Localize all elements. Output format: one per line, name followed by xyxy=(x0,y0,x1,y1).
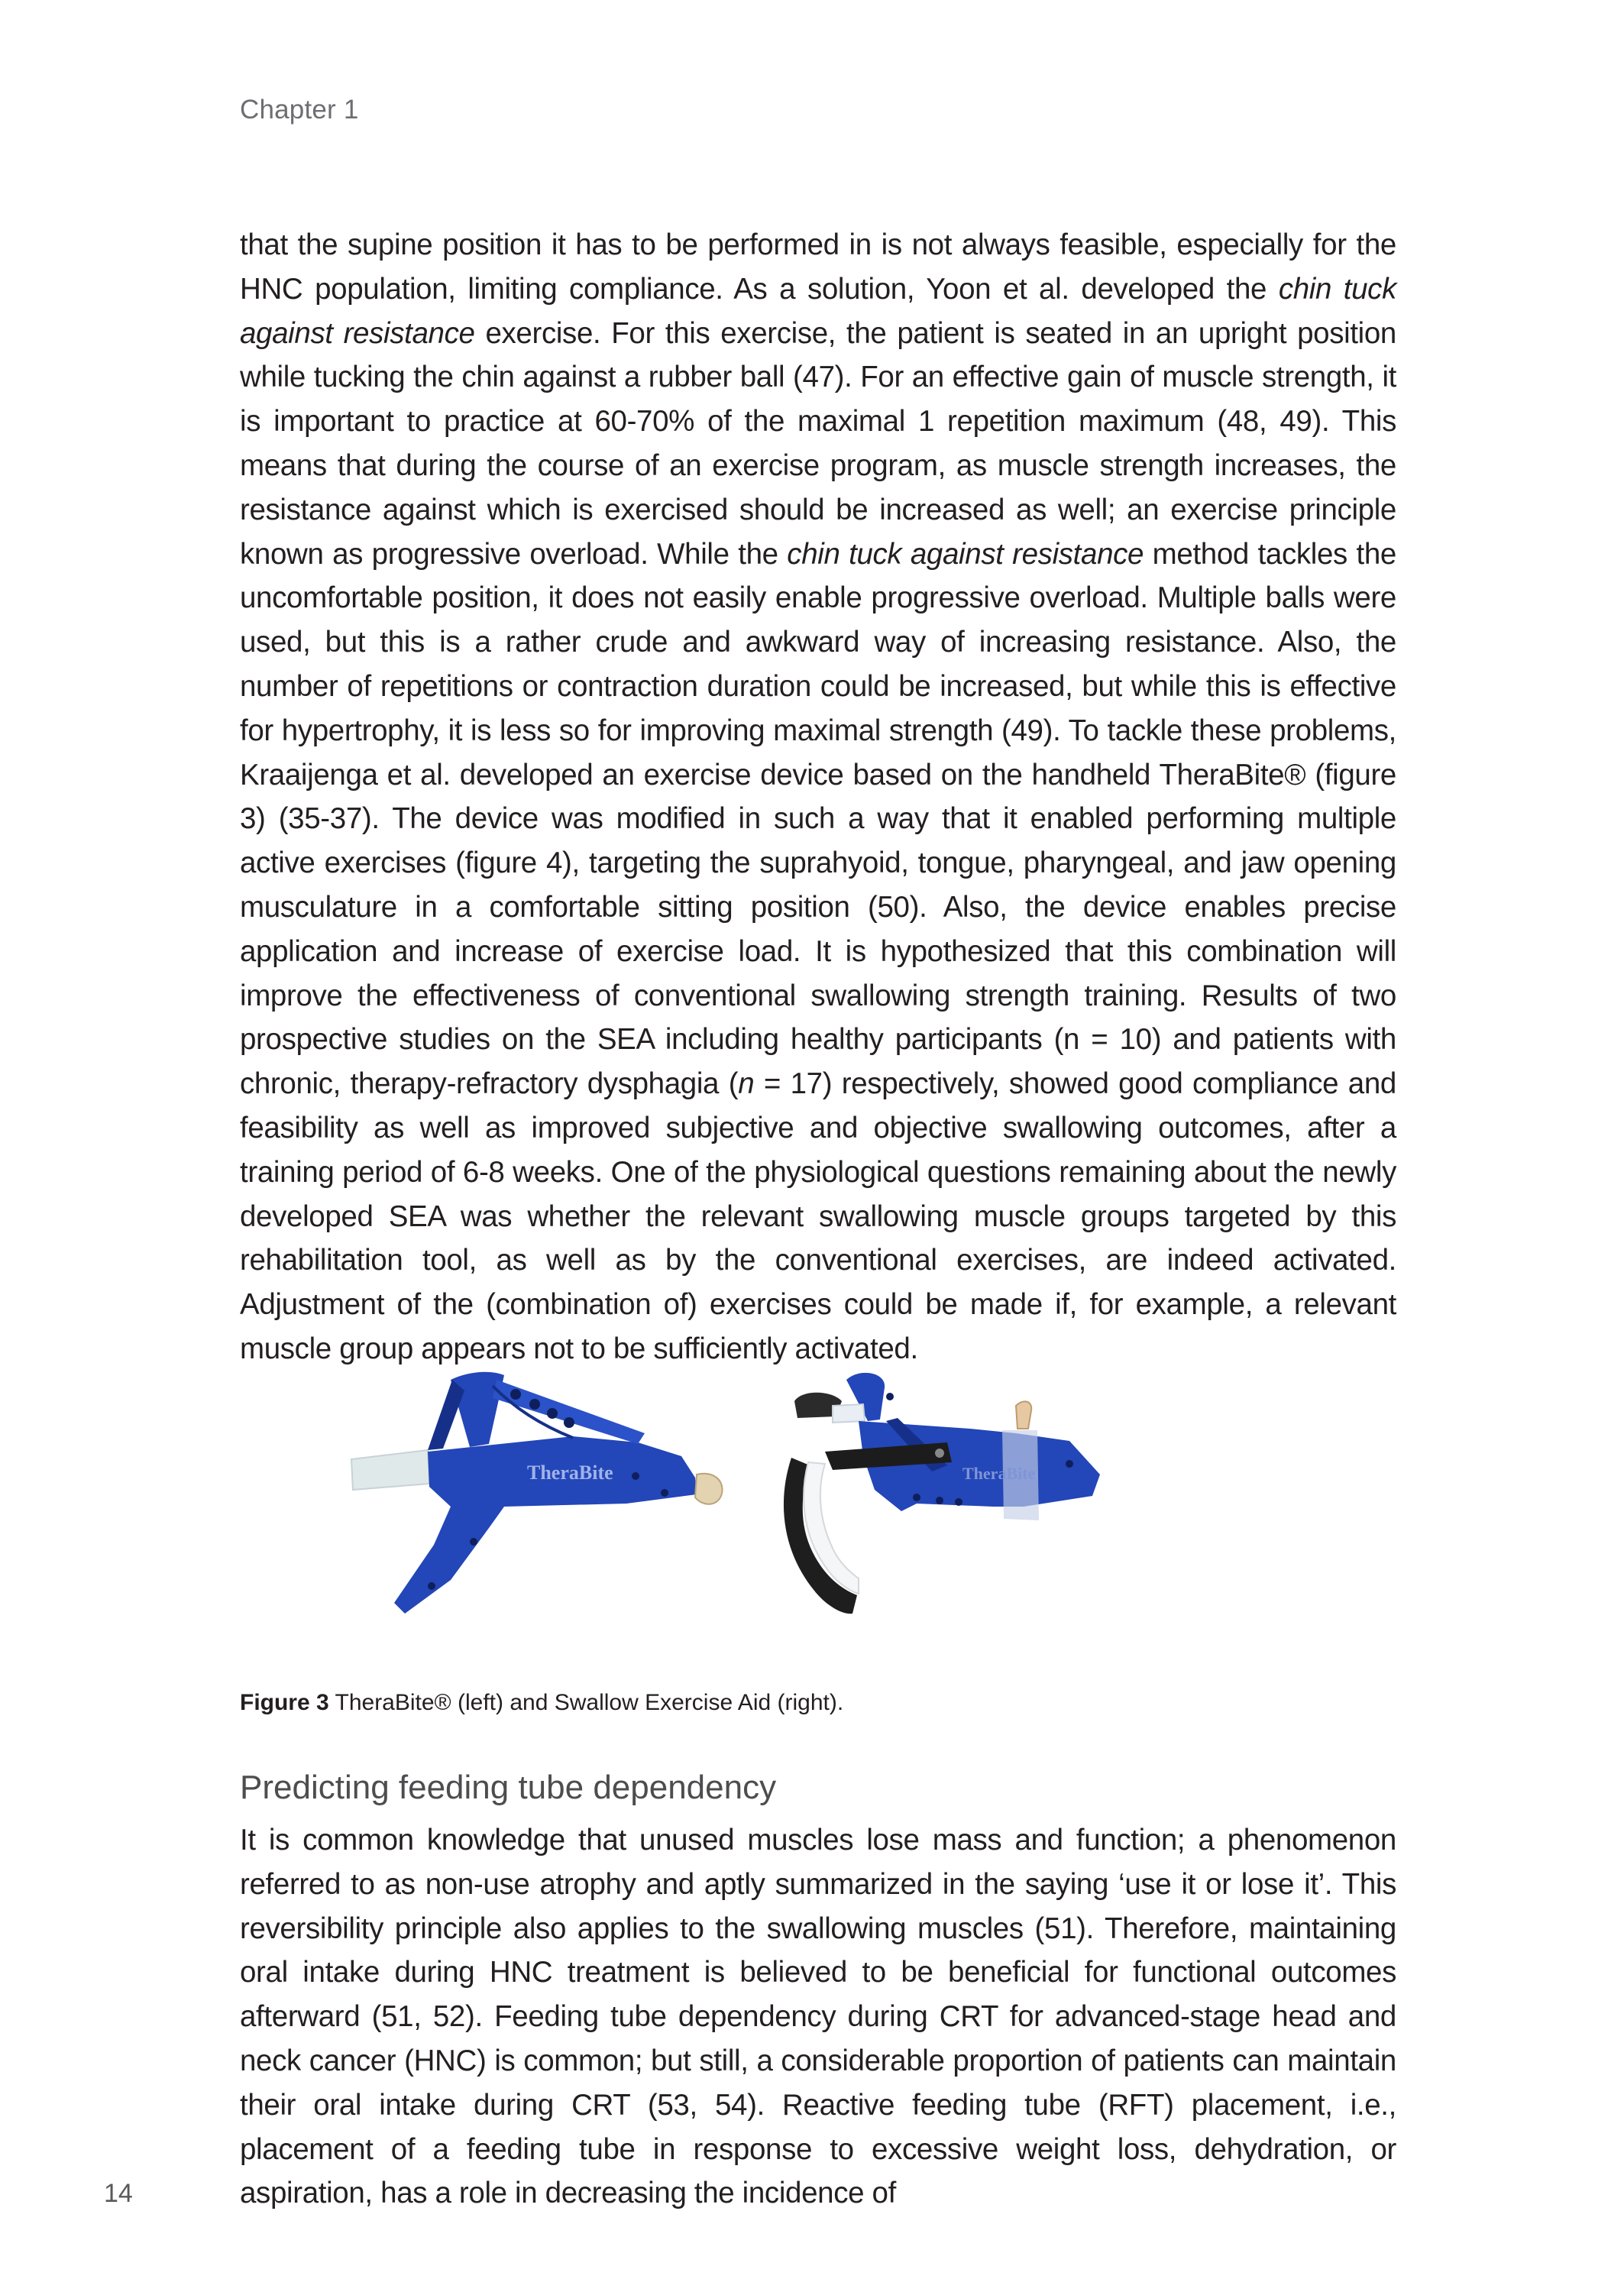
figure-caption xyxy=(240,1690,843,1716)
therabite-device xyxy=(351,1372,723,1614)
paragraph-text: exercise. For this exercise, the patient is seated in an upright position while tucking the chin against a rubber ball (47). For an effective gain of muscle strength, it is important to practice at 60-70% of the maximal 1 repetition maximum (48, 49). This means that during the course of an exercise program, as muscle strength increases, the resistance against which is exercised should be increased as well; an exercise principle known as progressive overload. While the xyxy=(240,316,1396,571)
therabite-logo-left: TheraBite xyxy=(527,1462,613,1484)
emphasis-text: chin tuck against resistance xyxy=(240,272,1396,350)
paragraph-text: It is common knowledge that unused muscles lose mass and function; a phenomenon referred to as non-use atrophy and aptly summarized in the saying ‘use it or lose it’. This reversibility principle also applies to the swallowing muscles (51). Therefore, maintaining oral intake during HNC treatment is believed to be beneficial for functional outcomes afterward (51, 52). Feeding tube dependency during CRT for advanced-stage head and neck cancer (HNC) is common; but still, a considerable proportion of patients can maintain their oral intake during CRT (53, 54). Reactive feeding tube (RFT) placement, i.e., placement of a feeding tube in response to excessive weight loss, dehydration, or aspiration, has a role in decreasing the incidence of xyxy=(240,1824,1396,2210)
emphasis-text: chin tuck against resistance xyxy=(787,537,1144,571)
figure-caption-text: TheraBite® (left) and Swallow Exercise Aid (right). xyxy=(328,1690,844,1715)
paragraph-text: method tackles the uncomfortable position, it does not easily enable progressive overload. Multiple balls were used, but this is a rather crude and awkward way of increasing resistance. Also, the number of repetitions or contraction duration could be increased, but while this is effective for hypertrophy, it is less so for improving maximal strength (49). To tackle these problems, Kraaijenga et al. developed an exercise device based on the handheld TheraBite® (figure 3) (35-37). The device was modified in such a way that it enabled performing multiple active exercises (figure 4), targeting the suprahyoid, tongue, pharyngeal, and jaw opening musculature in a comfortable sitting position (50). Also, the device enables precise application and increase of exercise load. It is hypothesized that this combination will improve the effectiveness of conventional swallowing strength training. Results of two prospective studies on the SEA including healthy participants (n = 10) and patients with chronic, therapy-refractory dysphagia ( xyxy=(240,537,1396,1101)
section-heading: Predicting feeding tube dependency xyxy=(240,1769,777,1806)
therabite-logo-right: TheraBite xyxy=(962,1464,1036,1483)
figure-3-devices xyxy=(336,1306,1344,1666)
body-paragraph-2 xyxy=(240,1818,1396,2216)
running-head: Chapter 1 xyxy=(240,95,359,125)
paragraph-text: = 17) respectively, showed good compliance and feasibility as well as improved subjective and objective swallowing outcomes, after a training period of 6-8 weeks. One of the physiological questions remaining about the newly developed SEA was whether the relevant swallowing muscle groups targeted by this rehabilitation tool, as well as by the conventional exercises, are indeed activated. Adjustment of the (combination of) exercises could be made if, for example, a relevant muscle group appears not to be sufficiently activated. xyxy=(240,1067,1396,1365)
paragraph-text: that the supine position it has to be performed in is not always feasible, especially for the HNC population, limiting compliance. As a solution, Yoon et al. developed the xyxy=(240,228,1396,306)
swallow-exercise-aid-device xyxy=(784,1373,1100,1614)
body-paragraph-1 xyxy=(240,223,1396,1371)
figure-3-photo xyxy=(336,1306,1344,1666)
emphasis-text: n xyxy=(738,1067,755,1101)
page-number: 14 xyxy=(104,2179,133,2208)
figure-label: Figure 3 xyxy=(240,1690,329,1715)
